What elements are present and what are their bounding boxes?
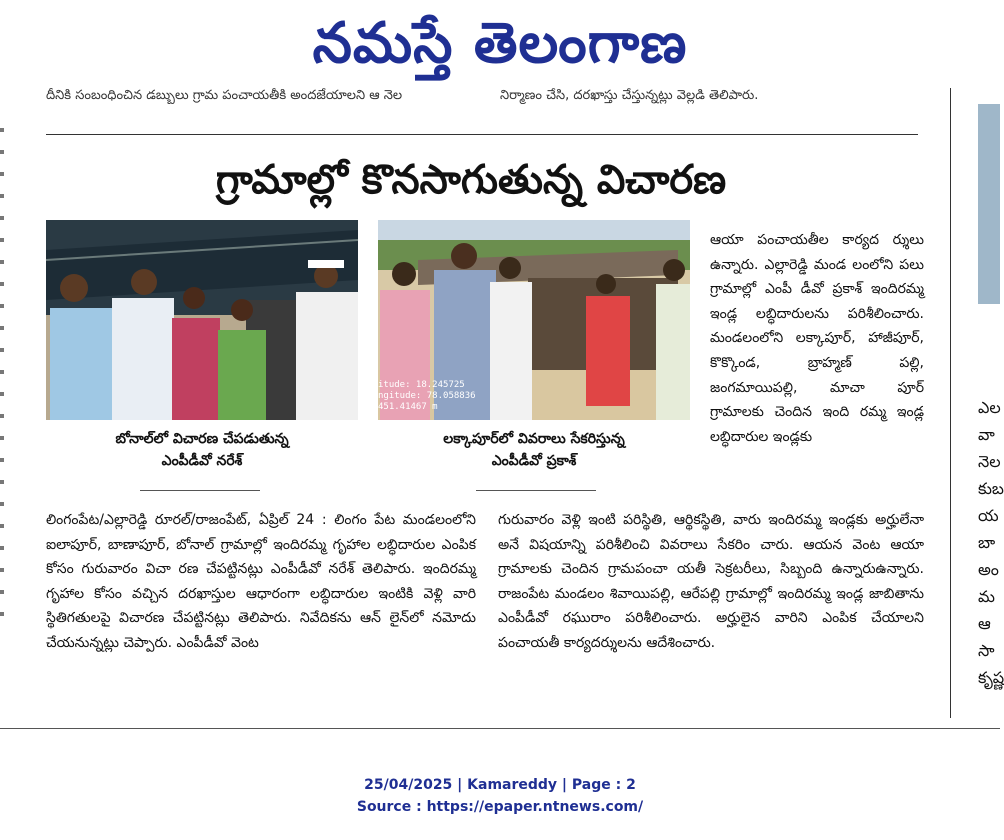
page-footer (0, 728, 1000, 840)
adjacent-line: కుబ (978, 479, 1004, 498)
clipping-area (0, 88, 1004, 728)
photo-bonal-caption-line1: బోనాల్‌లో విచారణ చేపడుతున్న (115, 431, 289, 447)
adjacent-photo (978, 104, 1000, 304)
photo-bonal (46, 220, 358, 420)
adjacent-line: బా (978, 533, 996, 552)
adjacent-line: ఎల (978, 398, 1001, 417)
photo-lakkapur-caption-line1: లక్కాపూర్‌లో వివరాలు సేకరిస్తున్న (443, 431, 625, 447)
article-right-column (710, 228, 924, 496)
gps-stamp (378, 380, 498, 413)
adjacent-line: కృష్ణ (978, 668, 1004, 687)
article-body-right (498, 508, 924, 708)
adjacent-text (978, 394, 1004, 691)
adjacent-line: సా (978, 641, 995, 660)
footer-source-link[interactable]: Source : https://epaper.ntnews.com/ (356, 799, 644, 815)
photo-lakkapur-caption-line2: ఎంపీడీవో ప్రకాశ్ (491, 453, 577, 469)
adjacent-line: ఆ (978, 614, 991, 633)
cut-text-right: నిర్మాణం చేసి, దరఖాస్తు చేస్తున్నట్లు వెల్లడి తెలిపారు. (500, 88, 759, 103)
masthead (0, 0, 1000, 88)
photo-lakkapur-caption (378, 428, 690, 472)
adjacent-line: వా (978, 425, 995, 444)
adjacent-line: నెల (978, 452, 1001, 471)
article-right-column-text: ఆయా పంచాయతీల కార్యద ర్శులు ఉన్నారు. ఎల్లారెడ్డి మండ లంలోని పలు గ్రామాల్లో ఎంపీ డీవో ప్రకాశ్ ఇందిరమ్మ ఇండ్ల లబ్ధిదారులను పరిశీలించారు. మండలంలోని లక్కాపూర్, హాజీపూర్, కొక్కొండ, బ్రాహ్మణ్ పల్లి, జంగమాయిపల్లి, మాచా పూర్ గ్రామాలకు చెందిన ఇంది రమ్మ ఇండ్ల లబ్ధిదారుల ఇండ్లకు (710, 232, 924, 445)
caption-rule-1 (140, 490, 260, 491)
left-edge-fragment (0, 88, 8, 728)
photo-bonal-image (46, 220, 358, 420)
gps-stamp-longitude: ngitude: 78.058836 (378, 391, 476, 401)
article-headline: గ్రామాల్లో కొనసాగుతున్న విచారణ (215, 157, 727, 203)
newspaper-logo: నమస్తే తెలంగాణ (312, 11, 688, 76)
adjacent-line: య (978, 506, 999, 525)
article-body-left-text: లింగంపేట/ఎల్లారెడ్డి రూరల్/రాజంపేట్, ఏప్రిల్ 24 : లింగం పేట మండలంలోని ఐలాపూర్, బాణాపూర్, బోనాల్ గ్రామాల్లో ఇందిరమ్మ గృహాల లబ్ధిదారుల ఎంపిక కోసం గురువారం విచా రణ చేపట్టినట్లు ఎంపీడీవో నరేశ్ తెలిపారు. ఇందిరమ్మ గృహాల కోసం వచ్చిన దరఖాస్తుల ఆధారంగా లబ్ధిదారుల ఇంటికి వెళ్లి వారి స్థితిగతులపై విచారణ చేపట్టినట్లు తెలిపారు. నివేదికను ఆన్ లైన్‌లో నమోదు చేయనున్నట్లు చెప్పారు. ఎంపీడీవో వెంట (46, 512, 476, 651)
article-body-left (46, 508, 476, 708)
photo-bonal-caption-line2: ఎంపీడీవో నరేశ్ (161, 453, 243, 469)
top-rule (46, 134, 918, 135)
caption-rule-2 (476, 490, 596, 491)
adjacent-line: అం (978, 560, 999, 579)
cut-text-left: దీనికి సంబంధించిన డబ్బులు గ్రామ పంచాయతీకి అందజేయాలని ఆ నెల (46, 88, 403, 103)
gps-stamp-latitude: itude: 18.245725 (378, 380, 465, 390)
adjacent-article-fragment (976, 88, 1004, 728)
footer-edition-info: 25/04/2025 | Kamareddy | Page : 2 (364, 777, 636, 793)
adjacent-line: మ (978, 587, 995, 606)
article-body-right-text: గురువారం వెళ్లి ఇంటి పరిస్థితి, ఆర్థికస్థితి, వారు ఇందిరమ్మ ఇండ్లకు అర్హులేనా అనే విషయాన్ని పరిశీలించి వివరాలు సేకరిం చారు. ఆయన వెంట ఆయా గ్రామాలకు చెందిన గ్రామపంచా యతీ సెక్రటరీలు, సిబ్బంది ఉన్నారుఉన్నారు. రాజంపేట మండలం శివాయిపల్లి, ఆరేపల్లి గ్రామాల్లో ఇందిరమ్మ ఇండ్ల జాబితాను ఎంపీడీవో రఘురాం పరిశీలించారు. అర్హులైన వారిని ఎంపిక చేయాలని పంచాయతీ కార్యదర్శులను ఆదేశించారు. (498, 512, 924, 651)
photo-bonal-caption (46, 428, 358, 472)
photo-lakkapur (378, 220, 690, 420)
column-divider (950, 88, 951, 718)
gps-stamp-altitude: 451.41467 m (378, 402, 438, 412)
